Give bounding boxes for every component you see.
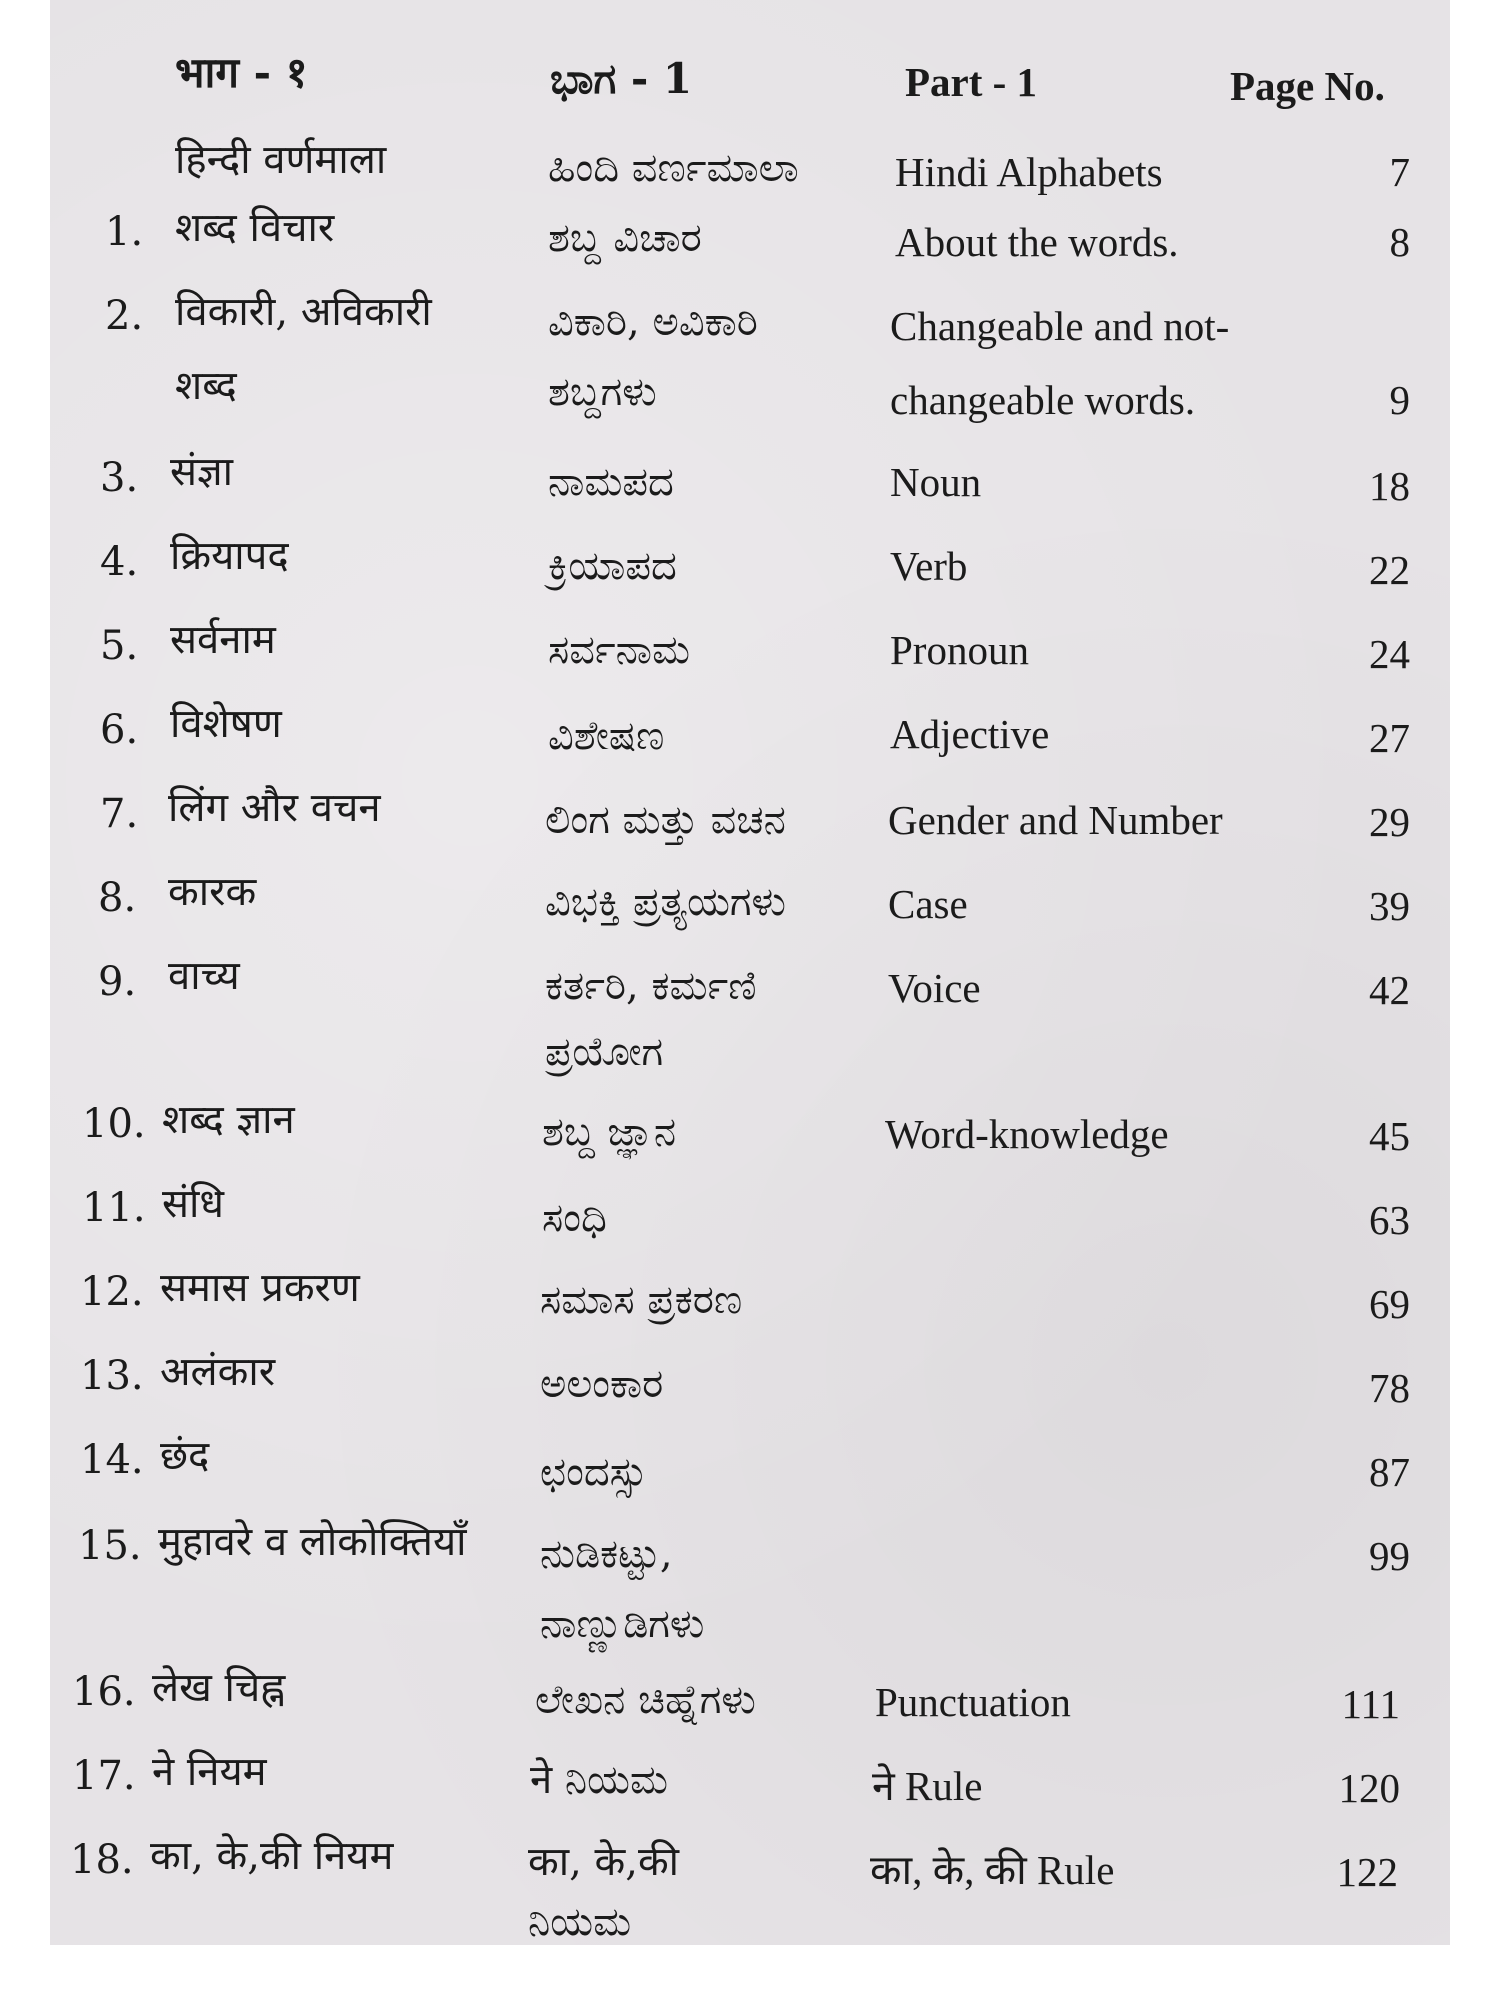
- row-kannada-continued: ನಾಣ್ಣುಡಿಗಳು: [540, 1601, 705, 1647]
- row-hindi: हिन्दी वर्णमाला: [175, 137, 387, 183]
- row-hindi: विकारी, अविकारी: [175, 289, 432, 335]
- row-hindi: क्रियापद: [170, 533, 289, 579]
- row-hindi: विशेषण: [170, 701, 282, 747]
- row-number: 11.: [82, 1185, 146, 1231]
- row-number: 7.: [100, 791, 139, 837]
- row-number: 5.: [100, 623, 139, 669]
- header-english: Part - 1: [905, 59, 1038, 105]
- row-page: 87: [1369, 1449, 1410, 1495]
- row-english: Word-knowledge: [885, 1111, 1169, 1157]
- row-number: 13.: [80, 1353, 144, 1399]
- row-hindi: शब्द ज्ञान: [162, 1097, 295, 1143]
- row-kannada: ಛಂದಸ್ಸು: [540, 1449, 648, 1495]
- row-page: 111: [1341, 1681, 1400, 1727]
- row-kannada: ನುಡಿಕಟ್ಟು,: [540, 1531, 673, 1577]
- row-number: 8.: [98, 875, 137, 921]
- row-kannada: ನಾಮಪದ: [548, 459, 674, 505]
- row-page: 99: [1369, 1533, 1410, 1579]
- row-number: 18.: [70, 1837, 134, 1883]
- row-page: 8: [1389, 219, 1410, 265]
- row-kannada: ಸರ್ವನಾಮ: [548, 627, 691, 673]
- row-kannada-continued: ಪ್ರಯೋಗ: [545, 1029, 664, 1075]
- row-page: 69: [1369, 1281, 1410, 1327]
- row-page: 9: [1389, 377, 1410, 423]
- row-hindi: लिंग और वचन: [168, 785, 381, 831]
- row-kannada: ವಿಶೇಷಣ: [548, 713, 665, 759]
- row-number: 12.: [80, 1269, 144, 1315]
- row-english: About the words.: [895, 219, 1179, 265]
- row-english: का, के, की Rule: [870, 1847, 1115, 1893]
- row-page: 39: [1369, 883, 1410, 929]
- header-page-no: Page No.: [1230, 63, 1385, 109]
- row-english: Voice: [888, 965, 981, 1011]
- row-kannada: ಶಬ್ದ ವಿಚಾರ: [548, 215, 702, 261]
- row-english: Punctuation: [875, 1679, 1071, 1725]
- row-kannada: ಕ್ರಿಯಾಪದ: [548, 543, 677, 589]
- row-kannada: ಲಿಂಗ ಮತ್ತು ವಚನ: [545, 797, 786, 843]
- row-number: 1.: [105, 209, 144, 255]
- row-number: 4.: [100, 539, 139, 585]
- row-kannada-continued: ಶಬ್ದಗಳು: [548, 369, 657, 415]
- row-kannada: ಸಂಧಿ: [542, 1195, 607, 1241]
- row-page: 122: [1336, 1849, 1398, 1895]
- row-hindi: छंद: [160, 1433, 210, 1479]
- row-english-continued: changeable words.: [890, 377, 1196, 423]
- row-kannada: ಸಮಾಸ ಪ್ರಕರಣ: [540, 1277, 743, 1323]
- header-kannada: ಭಾಗ - 1: [550, 54, 693, 103]
- row-page: 22: [1369, 547, 1410, 593]
- row-english: Verb: [890, 543, 968, 589]
- row-kannada: ने ನಿಯಮ: [530, 1757, 669, 1803]
- row-hindi: सर्वनाम: [170, 617, 276, 663]
- row-page: 63: [1369, 1197, 1410, 1243]
- row-number: 9.: [98, 959, 137, 1005]
- row-page: 27: [1369, 715, 1410, 761]
- row-english: Pronoun: [890, 627, 1029, 673]
- row-hindi: वाच्य: [168, 953, 240, 999]
- row-english: Adjective: [890, 711, 1050, 757]
- row-number: 2.: [105, 293, 144, 339]
- row-english: ने Rule: [872, 1763, 983, 1809]
- row-kannada: ಲೇಖನ ಚಿಹ್ನೆಗಳು: [535, 1677, 756, 1723]
- row-kannada: ಕರ್ತರಿ, ಕರ್ಮಣಿ: [545, 963, 757, 1009]
- row-hindi: कारक: [168, 869, 257, 915]
- row-page: 45: [1369, 1113, 1410, 1159]
- row-kannada: ವಿಕಾರಿ, ಅವಿಕಾರಿ: [548, 299, 758, 345]
- row-page: 120: [1338, 1765, 1400, 1811]
- row-hindi: अलंकार: [160, 1349, 276, 1395]
- row-hindi: का, के,की नियम: [150, 1833, 394, 1879]
- row-hindi: संज्ञा: [170, 449, 234, 495]
- row-english: Noun: [890, 459, 982, 505]
- row-page: 24: [1369, 631, 1410, 677]
- row-number: 17.: [72, 1753, 136, 1799]
- row-kannada-continued: ನಿಯಮ: [528, 1899, 632, 1945]
- row-number: 15.: [78, 1523, 142, 1569]
- row-hindi: समास प्रकरण: [160, 1265, 360, 1311]
- row-hindi-continued: शब्द: [175, 363, 237, 409]
- row-page: 78: [1369, 1365, 1410, 1411]
- row-english: Gender and Number: [888, 797, 1223, 843]
- row-number: 3.: [100, 455, 139, 501]
- row-kannada: ಹಿಂದಿ ವರ್ಣಮಾಲಾ: [548, 145, 799, 191]
- book-page: [50, 0, 1450, 1945]
- row-hindi: मुहावरे व लोकोक्तियाँ: [158, 1519, 467, 1565]
- row-hindi: लेख चिह्न: [152, 1665, 286, 1711]
- row-kannada: ಶಬ್ದ ಜ್ಞಾನ: [542, 1109, 677, 1155]
- row-hindi: संधि: [162, 1181, 224, 1227]
- row-kannada: ವಿಭಕ್ತಿ ಪ್ರತ್ಯಯಗಳು: [545, 879, 786, 925]
- row-number: 14.: [80, 1437, 144, 1483]
- row-english: Changeable and not-: [890, 303, 1230, 349]
- row-english: Hindi Alphabets: [895, 149, 1163, 195]
- row-kannada: ಅಲಂಕಾರ: [540, 1361, 664, 1407]
- row-page: 7: [1389, 149, 1410, 195]
- row-number: 6.: [100, 707, 139, 753]
- row-page: 29: [1369, 799, 1410, 845]
- row-kannada: का, के,की: [528, 1839, 680, 1885]
- row-page: 42: [1369, 967, 1410, 1013]
- row-hindi: शब्द विचार: [175, 205, 335, 251]
- row-page: 18: [1369, 463, 1410, 509]
- row-number: 16.: [72, 1669, 136, 1715]
- row-english: Case: [888, 881, 968, 927]
- row-hindi: ने नियम: [152, 1749, 267, 1795]
- row-number: 10.: [82, 1101, 146, 1147]
- header-hindi: भाग - १: [175, 48, 308, 97]
